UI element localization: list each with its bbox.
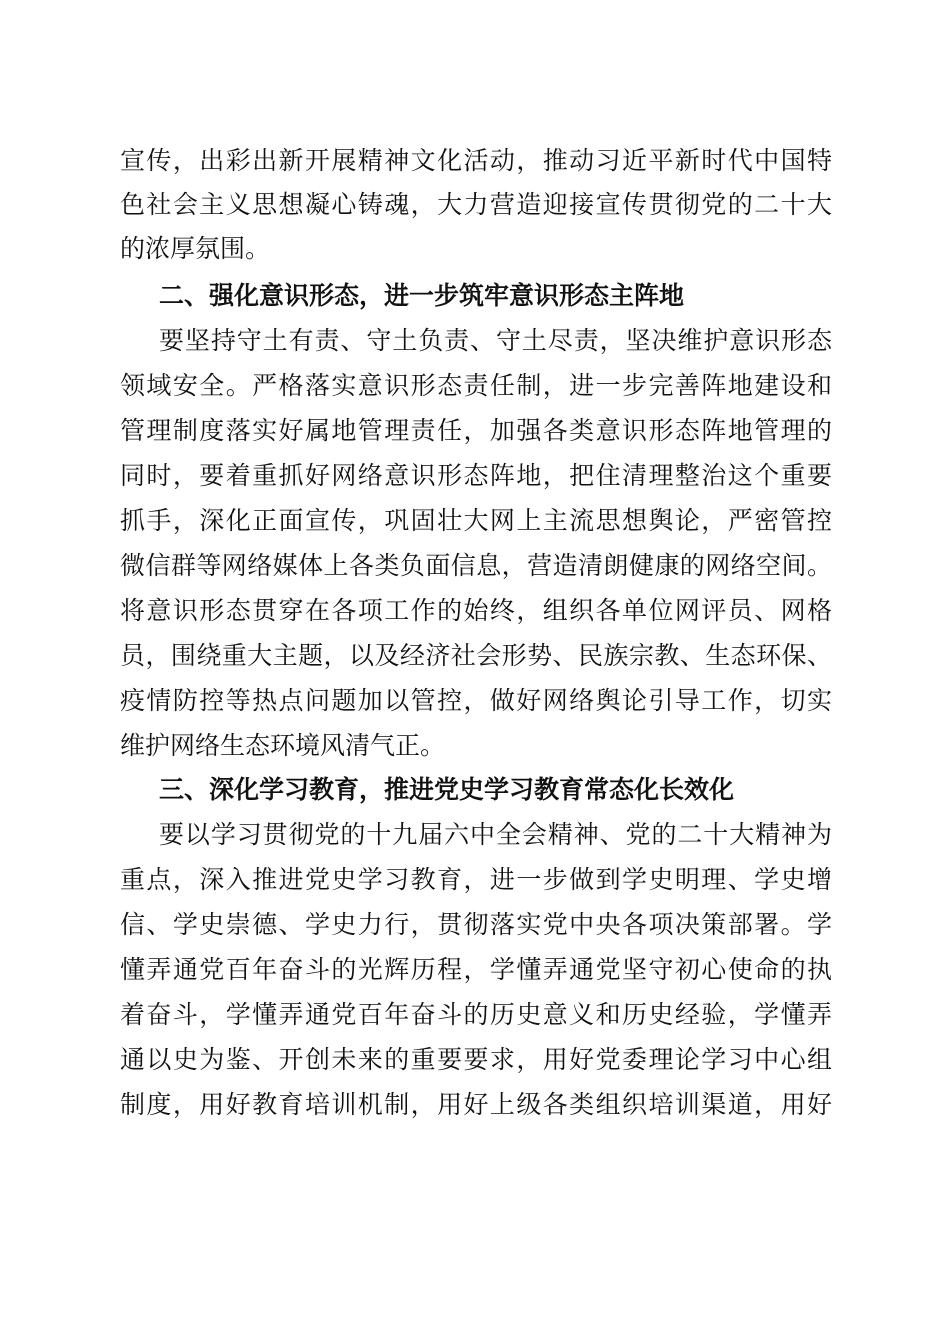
section-heading: 二、强化意识形态，进一步筑牢意识形态主阵地 [159,281,685,310]
paragraph-line: 要坚持守土有责、守土负责、守土尽责，坚决维护意识形态 [159,326,832,355]
paragraph-line: 宣传，出彩出新开展精神文化活动，推动习近平新时代中国特 [120,146,832,175]
paragraph-line: 通以史为鉴、开创未来的重要要求，用好党委理论学习中心组 [120,1045,832,1074]
paragraph-line: 维护网络生态环境风清气正。 [120,731,446,760]
section-heading: 三、深化学习教育，推进党史学习教育常态化长效化 [159,775,735,804]
paragraph-line: 要以学习贯彻党的十九届六中全会精神、党的二十大精神为 [159,820,832,849]
paragraph-line: 领域安全。严格落实意识形态责任制，进一步完善阵地建设和 [120,371,832,400]
paragraph-line: 员，围绕重大主题，以及经济社会形势、民族宗教、生态环保、 [120,641,832,670]
paragraph-line: 同时，要着重抓好网络意识形态阵地，把住清理整治这个重要 [120,461,832,490]
paragraph-line: 重点，深入推进党史学习教育，进一步做到学史明理、学史增 [120,865,832,894]
paragraph-line: 色社会主义思想凝心铸魂，大力营造迎接宣传贯彻党的二十大 [120,190,832,219]
paragraph-line: 的浓厚氛围。 [120,234,271,263]
paragraph-line: 信、学史崇德、学史力行，贯彻落实党中央各项决策部署。学 [120,910,832,939]
paragraph-line: 制度，用好教育培训机制，用好上级各类组织培训渠道，用好 [120,1090,832,1119]
paragraph-line: 着奋斗，学懂弄通党百年奋斗的历史意义和历史经验，学懂弄 [120,1000,832,1029]
paragraph-line: 将意识形态贯穿在各项工作的始终，组织各单位网评员、网格 [120,596,832,625]
paragraph-line: 疫情防控等热点问题加以管控，做好网络舆论引导工作，切实 [120,686,832,715]
paragraph-line: 懂弄通党百年奋斗的光辉历程，学懂弄通党坚守初心使命的执 [120,955,832,984]
paragraph-line: 抓手，深化正面宣传，巩固壮大网上主流思想舆论，严密管控 [120,506,832,535]
paragraph-line: 管理制度落实好属地管理责任，加强各类意识形态阵地管理的 [120,416,832,445]
paragraph-line: 微信群等网络媒体上各类负面信息，营造清朗健康的网络空间。 [120,551,832,580]
